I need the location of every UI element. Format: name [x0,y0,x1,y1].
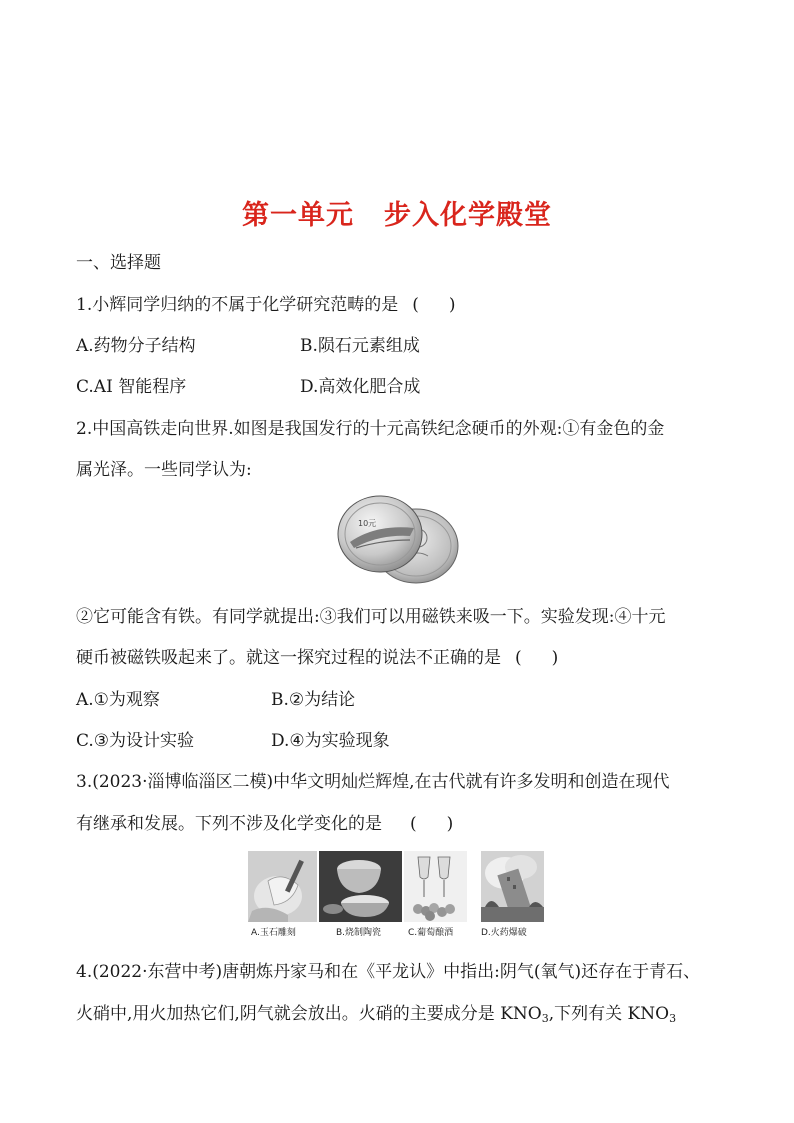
image-label-a: A.玉石雕刻 [251,928,296,938]
question-4-line-2 [76,1002,676,1026]
wine-image [404,851,467,922]
section-heading: 一、选择题 [76,253,161,273]
coin-denomination: 10元 [358,519,377,528]
question-4-text-a: 火硝中,用火加热它们,阴气就会放出。火硝的主要成分是 KNO [76,1004,542,1024]
image-label-b: B.烧制陶瓷 [336,928,382,938]
image-label-c: C.葡萄酿酒 [408,928,454,938]
ceramics-image [319,851,402,922]
question-2-option-c: C.③为设计实验 [76,731,195,751]
question-1-option-c: C.AI 智能程序 [76,377,187,397]
question-2-line-1: 2.中国高铁走向世界.如图是我国发行的十元高铁纪念硬币的外观:①有金色的金 [76,419,665,439]
question-2-line-4 [76,646,558,670]
question-2-line-2: 属光泽。一些同学认为: [76,460,252,480]
title-unit: 第一单元 [242,200,354,231]
jade-carving-image [248,851,317,922]
question-1-stem [76,293,456,317]
page-title [0,193,794,232]
question-3-line-1: 3.(2023·淄博临淄区二模)中华文明灿烂辉煌,在古代就有许多发明和创造在现代 [76,772,670,792]
title-topic: 步入化学殿堂 [384,200,552,231]
question-4-text-b: ,下列有关 KNO [548,1004,670,1024]
question-2-text: 硬币被磁铁吸起来了。就这一探究过程的说法不正确的是 [76,648,501,668]
question-2-line-3: ②它可能含有铁。有同学就提出:③我们可以用磁铁来吸一下。实验发现:④十元 [76,607,666,627]
explosion-image [481,851,544,922]
answer-bracket: ( ) [515,648,559,668]
question-3-text: 有继承和发展。下列不涉及化学变化的是 [76,814,382,834]
image-label-d: D.火药爆破 [481,928,527,938]
coin-image [336,490,462,586]
question-3-line-2 [76,812,453,836]
subscript: 3 [669,1012,677,1025]
question-1-option-d: D.高效化肥合成 [300,377,421,397]
question-2-option-a: A.①为观察 [76,690,160,710]
answer-bracket: ( ) [410,814,454,834]
question-1-option-b: B.陨石元素组成 [300,336,420,356]
question-2-option-d: D.④为实验现象 [271,731,390,751]
question-3-image-strip [248,851,548,941]
question-2-option-b: B.②为结论 [271,690,356,710]
subscript: 3 [541,1012,549,1025]
answer-bracket: ( ) [412,295,456,315]
question-4-line-1: 4.(2022·东营中考)唐朝炼丹家马和在《平龙认》中指出:阴气(氧气)还存在于青石、 [76,962,701,982]
question-1-text: 1.小辉同学归纳的不属于化学研究范畴的是 [76,295,399,315]
question-1-option-a: A.药物分子结构 [76,336,196,356]
